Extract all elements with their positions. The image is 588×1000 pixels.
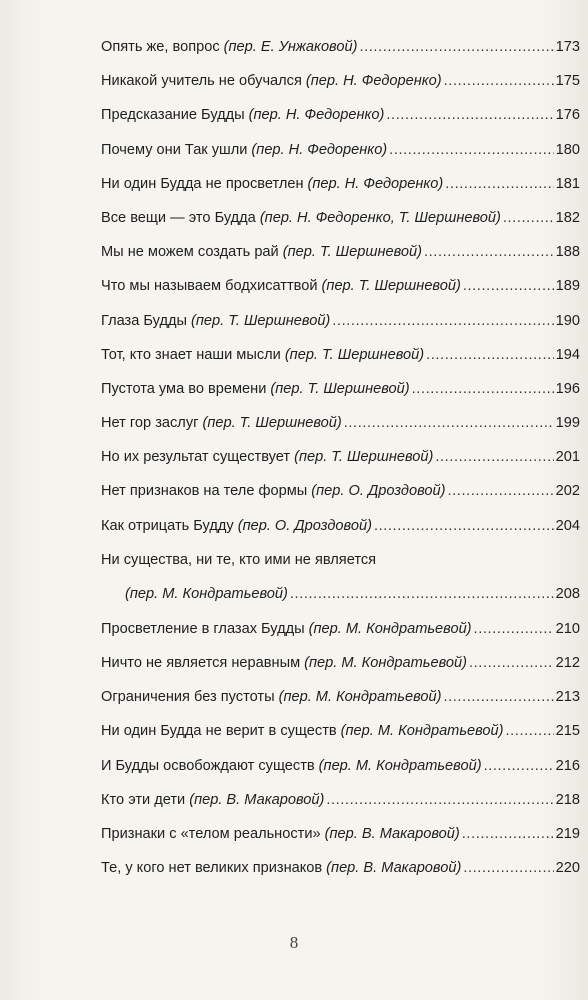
toc-entry-page: 215 [555, 723, 580, 740]
toc-entry [101, 346, 580, 380]
toc-entry-title: Ни один Будда не верит в существ [101, 723, 337, 740]
toc-entry-page: 219 [555, 825, 580, 842]
toc-entry-translator: (пер. Т. Шершневой) [282, 244, 422, 261]
toc-entry [101, 175, 580, 209]
dot-leader [290, 585, 554, 603]
toc-entry-page: 175 [555, 73, 580, 90]
toc-entry-translator: (пер. М. Кондратьевой) [304, 655, 467, 671]
toc-entry [101, 141, 580, 175]
toc-entry-translator: (пер. Т. Шершневой) [284, 346, 425, 363]
toc-entry-title: Но их результат существует [101, 449, 291, 466]
toc-entry-title: Опять же, вопрос [101, 39, 220, 55]
toc-entry-title: Предсказание Будды [101, 107, 245, 124]
toc-entry [101, 791, 580, 825]
toc-entry-title: Просветление в глазах Будды [101, 620, 305, 637]
toc-entry-page: 210 [555, 620, 580, 637]
toc-entry-translator: (пер. Н. Федоренко) [248, 107, 385, 124]
dot-leader [469, 654, 554, 672]
toc-entry-translator: (пер. Т. Шершневой) [202, 415, 342, 432]
dot-leader [503, 209, 554, 227]
toc-entry-page: 204 [555, 517, 580, 534]
dot-leader [474, 620, 554, 638]
toc-entry-translator: (пер. Е. Унжаковой) [223, 39, 358, 55]
toc-entry-title: Никакой учитель не обучался [101, 73, 302, 90]
toc-entry-title: И Будды освобождают существ [101, 757, 315, 774]
toc-entry [101, 209, 580, 243]
dot-leader [448, 482, 554, 500]
toc-entry-page: 194 [555, 346, 580, 363]
toc-entry [101, 482, 580, 516]
toc-entry-translator: (пер. Н. Федоренко, Т. Шершневой) [259, 209, 501, 226]
toc-entry-translator: (пер. В. Макаровой) [326, 860, 462, 877]
toc-entry [101, 38, 580, 72]
toc-entry-page: 202 [555, 483, 580, 500]
toc-entry-title: Глаза Будды [101, 312, 188, 329]
toc-entry-page: 218 [555, 791, 580, 808]
dot-leader [359, 38, 553, 56]
toc-entry-page: 176 [555, 107, 580, 124]
toc-entry-translator: (пер. М. Кондратьевой) [340, 723, 504, 740]
toc-entry-translator: (пер. О. Дроздовой) [311, 483, 446, 500]
toc-entry-title: Признаки с «телом реальности» [101, 825, 321, 842]
toc-entry [101, 448, 580, 482]
page-number: 8 [289, 933, 299, 952]
toc-entry [101, 243, 580, 277]
toc-entry [101, 825, 580, 859]
toc-entry-title: Пустота ума во времени [101, 380, 267, 397]
toc-entry-page: 181 [555, 175, 580, 192]
toc-entry-translator: (пер. М. Кондратьевой) [318, 757, 482, 774]
toc-entry [101, 688, 580, 722]
dot-leader [326, 791, 553, 809]
toc-entry-page: 188 [555, 244, 580, 261]
toc-entry-page: 189 [555, 278, 580, 295]
dot-leader [332, 312, 553, 330]
dot-leader [444, 72, 554, 90]
toc-entry-translator: (пер. Н. Федоренко) [307, 175, 444, 192]
toc-entry-title: Ни существа, ни те, кто ими не является [101, 551, 377, 568]
dot-leader [443, 688, 553, 706]
toc-entry-title: Те, у кого нет великих признаков [101, 860, 323, 877]
toc-entry [101, 722, 580, 756]
toc-entry-translator: (пер. Т. Шершневой) [270, 380, 410, 397]
dot-leader [412, 380, 554, 398]
toc-entry-title: Нет признаков на теле формы [101, 483, 308, 500]
toc-entry-page: 199 [555, 415, 580, 432]
dot-leader [445, 175, 553, 193]
dot-leader [435, 448, 553, 466]
toc-entry-translator: (пер. М. Кондратьевой) [125, 585, 288, 602]
toc-entry-title: Все вещи — это Будда [101, 209, 256, 226]
toc-entry-translator: (пер. Т. Шершневой) [321, 278, 461, 295]
toc-entry [101, 312, 580, 346]
toc-entry-title: Ограничения без пустоты [101, 689, 275, 706]
toc-entry [101, 620, 580, 654]
toc-entry-translator: (пер. В. Макаровой) [189, 791, 325, 808]
toc-entry-translator: (пер. О. Дроздовой) [237, 517, 372, 534]
toc-entry-page: 182 [555, 209, 580, 226]
toc-entry-translator: (пер. М. Кондратьевой) [308, 620, 472, 637]
toc-entry [101, 517, 580, 551]
toc-entry [101, 859, 580, 893]
toc-entry-page: 196 [555, 380, 580, 397]
toc-entry [101, 551, 580, 620]
toc-entry-title: Что мы называем бодхисаттвой [101, 278, 318, 295]
toc-entry-page: 208 [555, 585, 580, 602]
toc-entry-translator: (пер. В. Макаровой) [324, 825, 460, 842]
toc-entry [101, 414, 580, 448]
toc-entry-page: 216 [555, 757, 580, 774]
table-of-contents [101, 38, 580, 893]
toc-entry-translator: (пер. Т. Шершневой) [294, 449, 434, 466]
toc-entry-page: 213 [555, 689, 580, 706]
toc-entry-title: Нет гор заслуг [101, 415, 199, 432]
toc-entry-translator: (пер. Т. Шершневой) [191, 312, 331, 329]
toc-entry-title: Кто эти дети [101, 791, 186, 808]
toc-entry-translator: (пер. Н. Федоренко) [305, 73, 442, 90]
dot-leader [484, 757, 554, 775]
toc-entry-title: Почему они Так ушли [101, 141, 248, 158]
toc-entry-title: Ни один Будда не просветлен [101, 175, 304, 192]
toc-entry-page: 212 [555, 655, 580, 671]
dot-leader [389, 141, 553, 159]
toc-entry [101, 654, 580, 688]
dot-leader [424, 243, 554, 261]
dot-leader [463, 859, 553, 877]
toc-entry-page: 190 [555, 312, 580, 329]
dot-leader [463, 277, 554, 295]
toc-entry-title: Мы не можем создать рай [101, 244, 279, 261]
toc-entry-page: 173 [555, 39, 580, 55]
toc-entry [101, 277, 580, 311]
dot-leader [374, 517, 554, 535]
toc-entry [101, 380, 580, 414]
dot-leader [386, 106, 553, 124]
toc-entry-title: Как отрицать Будду [101, 517, 234, 534]
dot-leader [344, 414, 554, 432]
toc-entry-page: 201 [555, 449, 580, 466]
dot-leader [506, 722, 554, 740]
toc-entry [101, 757, 580, 791]
toc-entry [101, 72, 580, 106]
toc-entry-page: 220 [555, 860, 580, 877]
toc-entry-translator: (пер. Н. Федоренко) [251, 141, 388, 158]
dot-leader [462, 825, 554, 843]
toc-entry-title: Тот, кто знает наши мысли [101, 346, 281, 363]
toc-entry-page: 180 [555, 141, 580, 158]
toc-entry [101, 106, 580, 140]
toc-entry-translator: (пер. М. Кондратьевой) [278, 689, 442, 706]
dot-leader [426, 346, 554, 364]
toc-entry-title: Ничто не является неравным [101, 655, 301, 671]
